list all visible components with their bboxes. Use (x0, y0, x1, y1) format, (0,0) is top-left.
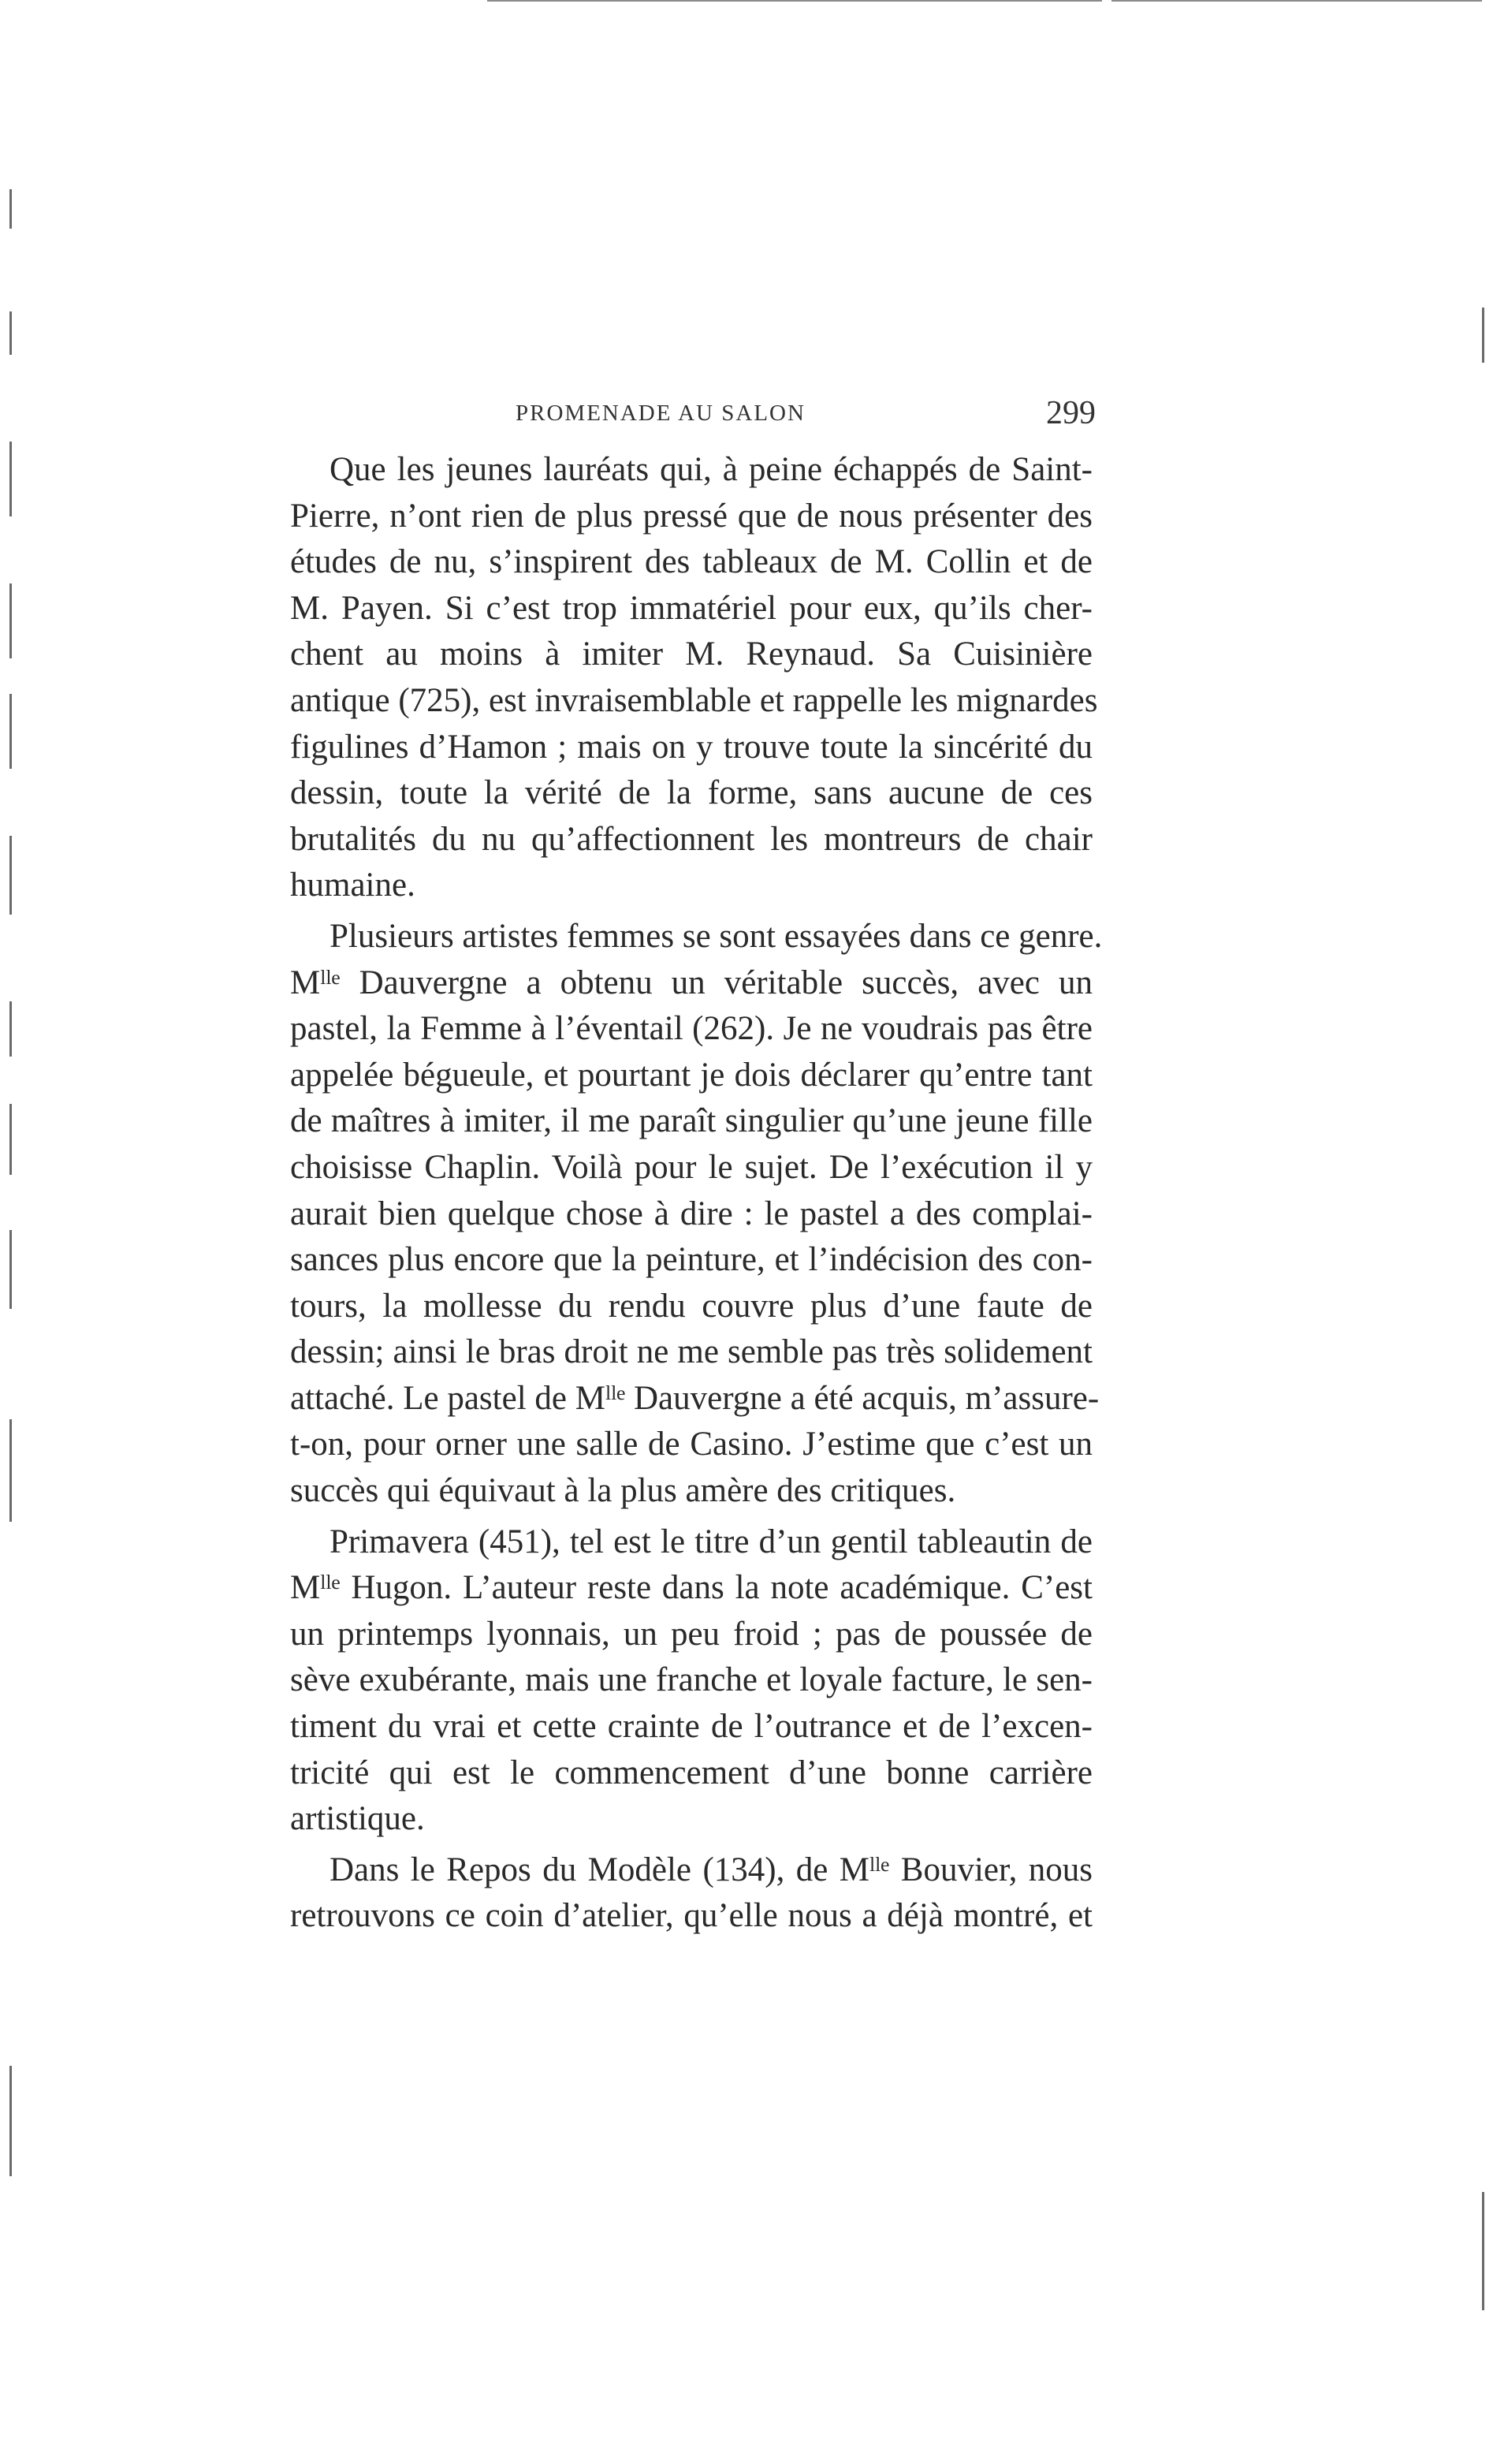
text-line: antique (725), est invraisemblable et rappelle les mignardes (290, 681, 1098, 719)
running-title: PROMENADE AU SALON (516, 401, 806, 426)
text-line: études de nu, s’inspirent des tableaux de M. Collin et de (290, 543, 1093, 581)
scan-artifact-left-rule (9, 1419, 12, 1522)
text-line: dessin; ainsi le bras droit ne me semble pas très solidement (290, 1333, 1093, 1371)
text-line: appelée bégueule, et pourtant je dois déclarer qu’entre tant (290, 1056, 1093, 1094)
scan-artifact-top-rule-right (1111, 0, 1482, 2)
text-line: attaché. Le pastel de Mˡˡᵉ Dauvergne a été acquis, m’assure- (290, 1379, 1100, 1417)
body-text (251, 447, 1103, 1940)
scan-artifact-left-rule (9, 311, 12, 355)
text-line: brutalités du nu qu’affectionnent les montreurs de chair (290, 820, 1093, 858)
scan-artifact-left-rule (9, 2066, 12, 2176)
scan-artifact-left-rule (9, 442, 12, 516)
text-line: un printemps lyonnais, un peu froid ; pas de poussée de (290, 1615, 1093, 1653)
text-line: timent du vrai et cette crainte de l’outrance et de l’excen- (290, 1708, 1093, 1746)
scan-artifact-top-rule (487, 0, 1102, 2)
scan-artifact-left-rule (9, 1104, 12, 1175)
scan-artifact-right-rule (1482, 2192, 1484, 2310)
text-line: tricité qui est le commencement d’une bonne carrière (290, 1754, 1093, 1791)
text-line: t-on, pour orner une salle de Casino. J’estime que c’est un (290, 1426, 1093, 1463)
text-line: dessin, toute la vérité de la forme, sans aucune de ces (290, 774, 1093, 812)
text-line: Pierre, n’ont rien de plus pressé que de nous présenter des (290, 497, 1093, 535)
text-line: sève exubérante, mais une franche et loyale facture, le sen- (290, 1661, 1093, 1699)
running-header (251, 390, 1104, 437)
text-line: tours, la mollesse du rendu couvre plus d’une faute de (290, 1287, 1093, 1325)
scan-artifact-left-rule (9, 694, 12, 769)
text-line: Mˡˡᵉ Hugon. L’auteur reste dans la note académique. C’est (290, 1569, 1093, 1607)
paragraph (251, 914, 1103, 1515)
text-line: de maîtres à imiter, il me paraît singulier qu’une jeune fille (290, 1102, 1093, 1140)
text-line: aurait bien quelque chose à dire : le pastel a des complai- (290, 1195, 1093, 1232)
text-line: pastel, la Femme à l’éventail (262). Je ne voudrais pas être (290, 1010, 1093, 1048)
text-line: Primavera (451), tel est le titre d’un gentil tableautin de (330, 1523, 1093, 1560)
paragraph (251, 1519, 1093, 1843)
text-line: M. Payen. Si c’est trop immatériel pour eux, qu’ils cher- (290, 589, 1093, 627)
text-line: Dans le Repos du Modèle (134), de Mˡˡᵉ Bouvier, nous (330, 1851, 1093, 1888)
scan-artifact-left-rule (9, 1001, 12, 1057)
scan-artifact-left-rule (9, 189, 12, 229)
text-line: succès qui équivaut à la plus amère des critiques. (290, 1472, 956, 1510)
text-line: choisisse Chaplin. Voilà pour le sujet. De l’exécution il y (290, 1148, 1093, 1186)
text-line: sances plus encore que la peinture, et l’indécision des con- (290, 1241, 1093, 1279)
text-line: chent au moins à imiter M. Reynaud. Sa Cuisinière (290, 636, 1093, 673)
text-line: humaine. (290, 867, 415, 904)
scan-artifact-left-rule (9, 1230, 12, 1309)
text-line: figulines d’Hamon ; mais on y trouve toute la sincérité du (290, 728, 1093, 766)
paragraph (251, 1847, 1093, 1940)
text-line: retrouvons ce coin d’atelier, qu’elle nous a déjà montré, et (290, 1897, 1093, 1935)
paragraph (251, 447, 1098, 909)
text-line: artistique. (290, 1800, 425, 1838)
scan-artifact-left-rule (9, 583, 12, 658)
text-line: Plusieurs artistes femmes se sont essayées dans ce genre. (330, 917, 1103, 955)
text-line: Que les jeunes lauréats qui, à peine échappés de Saint- (330, 451, 1093, 488)
scan-artifact-right-rule (1482, 308, 1484, 363)
page-number: 299 (1046, 395, 1096, 431)
scan-artifact-left-rule (9, 836, 12, 915)
text-line: Mˡˡᵉ Dauvergne a obtenu un véritable succès, avec un (290, 964, 1093, 1001)
